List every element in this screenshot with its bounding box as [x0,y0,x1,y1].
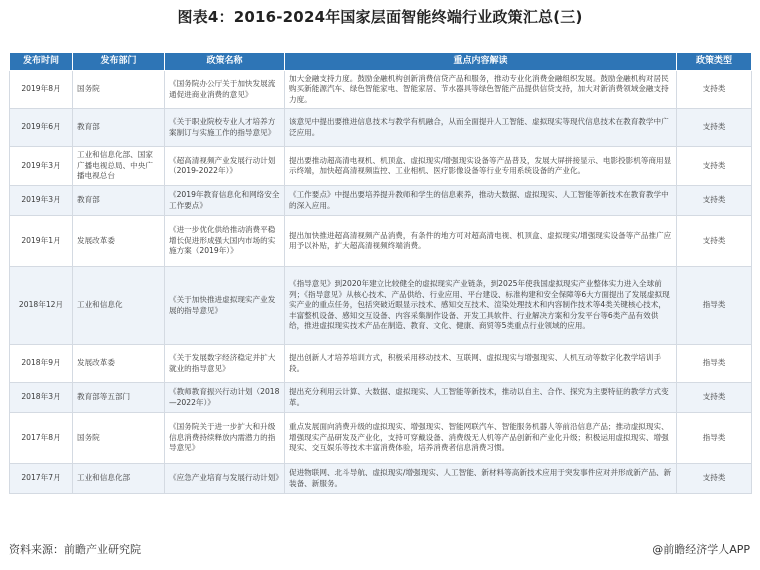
cell-dept: 工业和信息化部、国家广播电视总局、中央广播电视总台 [73,147,165,186]
cell-dept: 发展改革委 [73,345,165,383]
table-row [10,267,752,345]
cell-date: 2019年6月 [10,109,73,147]
cell-type: 支持类 [677,186,752,216]
cell-content: 加大金融支持力度。鼓励金融机构创新消费信贷产品和服务，推动专业化消费金融组织发展。鼓励金融机构对居民购买新能源汽车、绿色智能家电、智能家居、节水器具等绿色智能产品提供信贷支持，加大对新消费领域金融支持力度。 [285,71,677,109]
page-title: 图表4：2016-2024年国家层面智能终端行业政策汇总(三) [177,8,583,26]
table-row [10,216,752,267]
cell-policy-name: 《关于发展数字经济稳定并扩大就业的指导意见》 [165,345,285,383]
cell-content: 提出创新人才培养培训方式，积极采用移动技术、互联网、虚拟现实与增强现实、人机互动等数字化教学培训手段。 [285,345,677,383]
cell-policy-name: 《教师教育振兴行动计划（2018—2022年）》 [165,383,285,413]
cell-dept: 工业和信息化 [73,267,165,345]
source-note: 资料来源：前瞻产业研究院 [9,543,141,556]
cell-date: 2019年3月 [10,147,73,186]
cell-type: 指导类 [677,267,752,345]
cell-type: 支持类 [677,71,752,109]
table-row [10,345,752,383]
table-row [10,383,752,413]
table-row [10,109,752,147]
header-name: 政策名称 [165,53,285,71]
cell-date: 2018年12月 [10,267,73,345]
policy-table [9,52,752,494]
table-body [10,71,752,494]
cell-date: 2017年7月 [10,464,73,494]
cell-dept: 教育部等五部门 [73,383,165,413]
cell-content: 重点发展面向消费升级的虚拟现实、增强现实、智能网联汽车、智能服务机器人等前沿信息产品；推动虚拟现实、增强现实产品研发及产业化，支持可穿戴设备、消费级无人机等产品创新和产业化升级；积极运用虚拟现实、增强现实、交互娱乐等技术丰富消费体验，培养消费者信息消费习惯。 [285,413,677,464]
cell-dept: 发展改革委 [73,216,165,267]
cell-policy-name: 《超高清视频产业发展行动计划（2019-2022年）》 [165,147,285,186]
cell-policy-name: 《进一步优化供给推动消费平稳增长促进形成强大国内市场的实施方案（2019年）》 [165,216,285,267]
header-dept: 发布部门 [73,53,165,71]
cell-content: 提出要推动超高清电视机、机顶盒、虚拟现实/增强现实设备等产品普及，发展大屏拼接显示、电影投影机等商用显示终端，加快超高清视频监控、工业相机、医疗影像设备等行业专用系统设备的产业化。 [285,147,677,186]
table-row [10,186,752,216]
cell-dept: 国务院 [73,71,165,109]
cell-content: 《指导意见》到2020年建立比较健全的虚拟现实产业链条，到2025年使我国虚拟现实产业整体实力进入全球前列；《指导意见》从核心技术、产品供给、行业应用、平台建设、标准构建和安全保障等6大方面提出了发展虚拟现实产业的重点任务，包括突破近眼显示技术、感知交互技术、渲染处理技术和内容制作技术等4类关键核心技术，丰富整机设备、感知交互设备、内容采集制作设备、开发工具软件、行业解决方案和分发平台等6类产品有效供给，推进虚拟现实技术产品在制造、教育、文化、健康、商贸等5类重点行业领域的应用。 [285,267,677,345]
cell-type: 支持类 [677,147,752,186]
table-header-row [10,53,752,71]
table-row [10,71,752,109]
header-type: 政策类型 [677,53,752,71]
cell-date: 2018年9月 [10,345,73,383]
table-row [10,464,752,494]
cell-date: 2017年8月 [10,413,73,464]
cell-date: 2018年3月 [10,383,73,413]
cell-type: 指导类 [677,345,752,383]
cell-policy-name: 《国务院关于进一步扩大和升级信息消费持续释放内需潜力的指导意见》 [165,413,285,464]
cell-date: 2019年3月 [10,186,73,216]
cell-policy-name: 《关于加快推进虚拟现实产业发展的指导意见》 [165,267,285,345]
cell-policy-name: 《国务院办公厅关于加快发展流通促进商业消费的意见》 [165,71,285,109]
table-row [10,147,752,186]
cell-type: 支持类 [677,216,752,267]
cell-dept: 国务院 [73,413,165,464]
cell-date: 2019年8月 [10,71,73,109]
cell-dept: 教育部 [73,109,165,147]
cell-date: 2019年1月 [10,216,73,267]
cell-dept: 工业和信息化部 [73,464,165,494]
cell-content: 《工作要点》中提出要培养提升教师和学生的信息素养，推动大数据、虚拟现实、人工智能等新技术在教育教学中的深入应用。 [285,186,677,216]
cell-content: 该意见中提出要推进信息技术与教学有机融合，从而全面提升人工智能、虚拟现实等现代信息技术在教育教学中广泛应用。 [285,109,677,147]
cell-policy-name: 《关于职业院校专业人才培养方案制订与实施工作的指导意见》 [165,109,285,147]
cell-policy-name: 《2019年教育信息化和网络安全工作要点》 [165,186,285,216]
cell-policy-name: 《应急产业培育与发展行动计划》 [165,464,285,494]
cell-content: 提出加快推进超高清视频产品消费，有条件的地方可对超高清电视、机顶盒、虚拟现实/增强现实设备等产品推广应用予以补贴，扩大超高清视频终端消费。 [285,216,677,267]
header-content: 重点内容解读 [285,53,677,71]
cell-content: 促进物联网、北斗导航、虚拟现实/增强现实、人工智能、新材料等高新技术应用于突发事件应对并形成新产品、新装备、新服务。 [285,464,677,494]
cell-content: 提出充分利用云计算、大数据、虚拟现实、人工智能等新技术，推动以自主、合作、探究为主要特征的教学方式变革。 [285,383,677,413]
cell-dept: 教育部 [73,186,165,216]
cell-type: 支持类 [677,109,752,147]
brand-credit: @前瞻经济学人APP [652,543,750,556]
cell-type: 指导类 [677,413,752,464]
cell-type: 支持类 [677,383,752,413]
cell-type: 支持类 [677,464,752,494]
header-date: 发布时间 [10,53,73,71]
table-row [10,413,752,464]
